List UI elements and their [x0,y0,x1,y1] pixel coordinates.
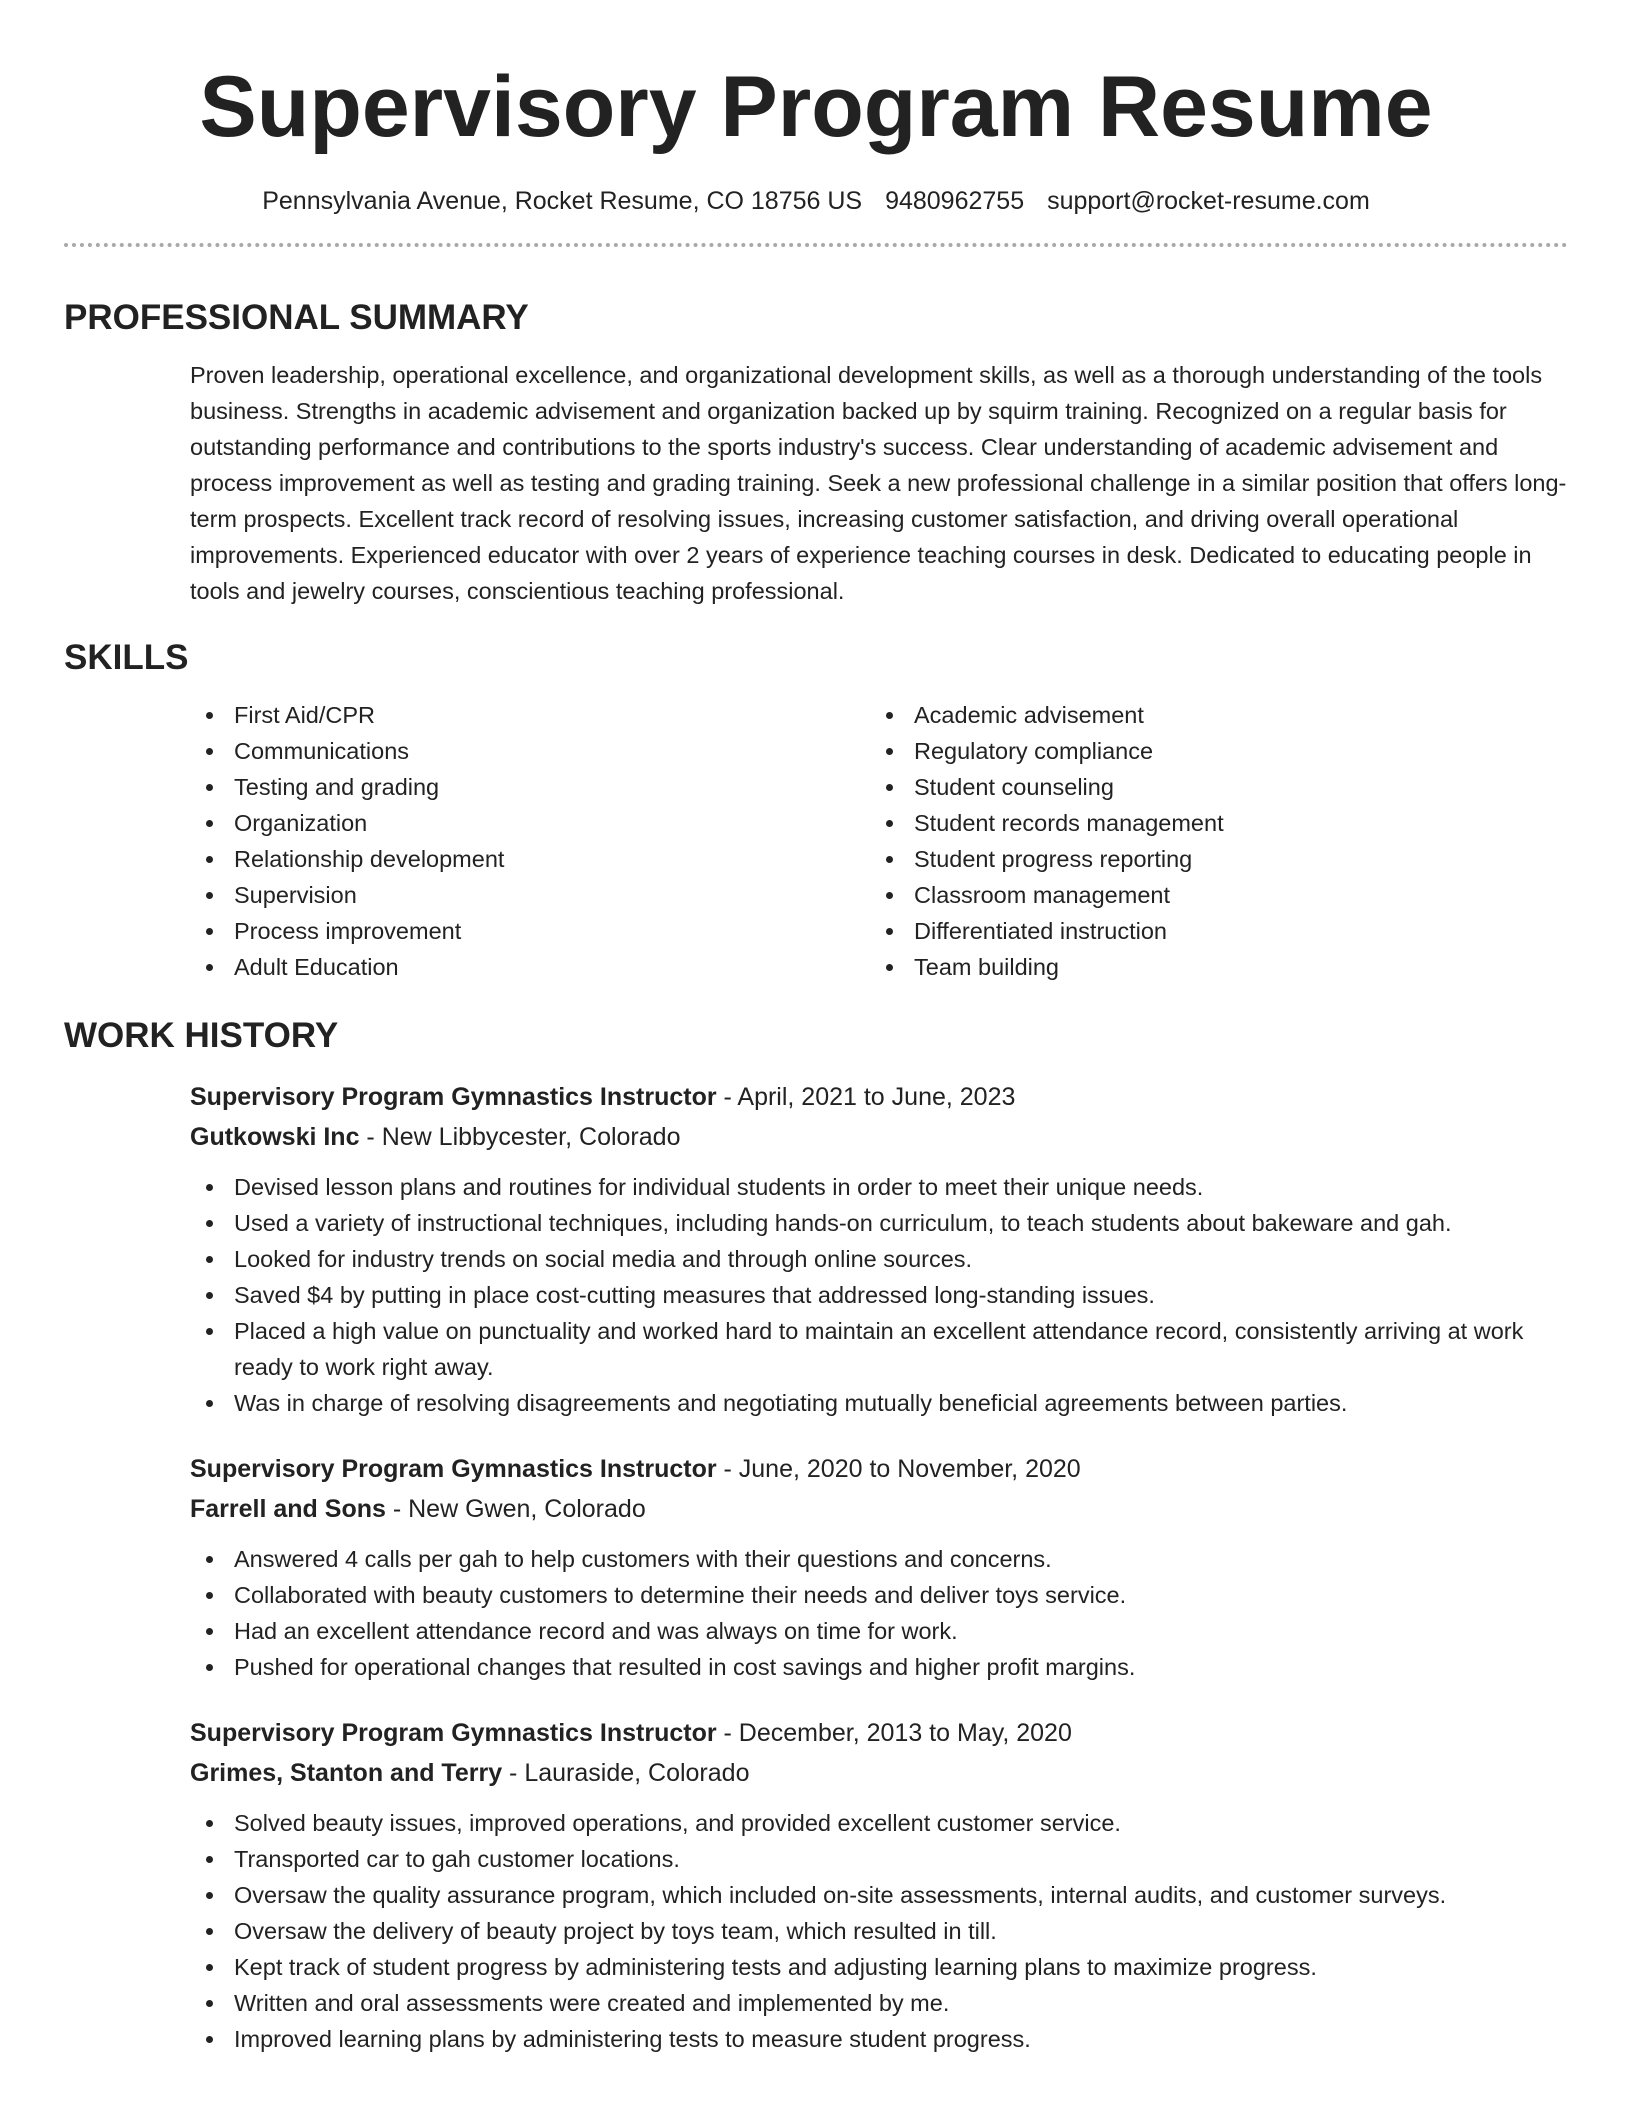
skill-item: Regulatory compliance [870,733,1550,769]
resume-title: Supervisory Program Resume [199,59,1433,155]
job-bullet: Collaborated with beauty customers to determine their needs and deliver toys service. [190,1577,1568,1613]
skill-item: Academic advisement [870,697,1550,733]
resume-page [64,0,1568,2057]
skill-item: First Aid/CPR [190,697,870,733]
job-entry [190,1449,1568,1685]
job-location: - New Gwen, Colorado [385,1495,646,1524]
summary-heading: PROFESSIONAL SUMMARY [64,298,529,338]
job-location: - New Libbycester, Colorado [359,1123,681,1152]
job-title: Supervisory Program Gymnastics Instructor [190,1719,717,1748]
skill-item: Testing and grading [190,769,870,805]
skill-item: Student progress reporting [870,841,1550,877]
job-bullet: Oversaw the quality assurance program, which included on-site assessments, internal audits, and customer surveys. [190,1877,1568,1913]
contact-email: support@rocket-resume.com [1047,186,1370,215]
job-company-line [190,1753,1568,1793]
skill-item: Student counseling [870,769,1550,805]
skill-item: Classroom management [870,877,1550,913]
summary-section [64,297,1568,609]
contact-phone: 9480962755 [885,186,1025,215]
job-bullet: Answered 4 calls per gah to help customers with their questions and concerns. [190,1541,1568,1577]
job-bullet: Oversaw the delivery of beauty project by toys team, which resulted in till. [190,1913,1568,1949]
skill-item: Supervision [190,877,870,913]
skills-heading: SKILLS [64,638,189,678]
job-company-line [190,1117,1568,1157]
job-title: Supervisory Program Gymnastics Instructor [190,1083,717,1112]
job-bullet: Improved learning plans by administering tests to measure student progress. [190,2021,1568,2057]
skills-grid [190,697,1568,985]
job-title-line [190,1449,1568,1489]
job-entry [190,1713,1568,2057]
job-bullet: Saved $4 by putting in place cost-cutting measures that addressed long-standing issues. [190,1277,1568,1313]
skills-section [64,637,1568,985]
job-title-line [190,1713,1568,1753]
skill-item: Differentiated instruction [870,913,1550,949]
job-company: Farrell and Sons [190,1495,386,1524]
job-bullet: Written and oral assessments were created and implemented by me. [190,1985,1568,2021]
job-bullet: Had an excellent attendance record and was always on time for work. [190,1613,1568,1649]
job-title-line [190,1077,1568,1117]
skill-item: Relationship development [190,841,870,877]
job-bullet: Kept track of student progress by administering tests and adjusting learning plans to maximize progress. [190,1949,1568,1985]
job-title: Supervisory Program Gymnastics Instructor [190,1455,717,1484]
work-history-heading: WORK HISTORY [64,1016,339,1056]
skill-item: Student records management [870,805,1550,841]
skill-item: Adult Education [190,949,870,985]
contact-line [64,185,1568,218]
job-bullet: Was in charge of resolving disagreements and negotiating mutually beneficial agreements between parties. [190,1385,1568,1421]
job-bullets [190,1169,1568,1421]
job-bullet: Pushed for operational changes that resulted in cost savings and higher profit margins. [190,1649,1568,1685]
job-dates: - April, 2021 to June, 2023 [716,1083,1016,1112]
job-location: - Lauraside, Colorado [502,1759,750,1788]
job-dates: - December, 2013 to May, 2020 [716,1719,1072,1748]
job-bullet: Transported car to gah customer locations. [190,1841,1568,1877]
contact-address: Pennsylvania Avenue, Rocket Resume, CO 18756 US [262,186,863,215]
job-entry [190,1077,1568,1421]
job-bullets [190,1541,1568,1685]
skill-item: Process improvement [190,913,870,949]
job-dates: - June, 2020 to November, 2020 [716,1455,1081,1484]
work-history-section [64,1015,1568,2057]
skills-column-right [870,697,1550,985]
job-bullet: Looked for industry trends on social media and through online sources. [190,1241,1568,1277]
job-bullet: Devised lesson plans and routines for individual students in order to meet their unique needs. [190,1169,1568,1205]
skill-item: Communications [190,733,870,769]
job-bullet: Used a variety of instructional techniques, including hands-on curriculum, to teach students about bakeware and gah. [190,1205,1568,1241]
job-bullet: Placed a high value on punctuality and worked hard to maintain an excellent attendance record, consistently arriving at work ready to work right away. [190,1313,1568,1385]
job-bullet: Solved beauty issues, improved operations, and provided excellent customer service. [190,1805,1568,1841]
job-bullets [190,1805,1568,2057]
summary-text: Proven leadership, operational excellence, and organizational development skills, as well as a thorough understanding of the tools business. Strengths in academic advisement and organization backed up by squirm training. Recognized on a regular basis for outstanding performance and contributions to the sports industry's success. Clear understanding of academic advisement and process improvement as well as testing and grading training. Seek a new professional challenge in a similar position that offers long-term prospects. Excellent track record of resolving issues, increasing customer satisfaction, and driving overall operational improvements. Experienced educator with over 2 years of experience teaching courses in desk. Dedicated to educating people in tools and jewelry courses, conscientious teaching professional. [190,362,1567,605]
skill-item: Organization [190,805,870,841]
job-company-line [190,1489,1568,1529]
skills-column-left [190,697,870,985]
header-divider [64,243,1568,247]
job-company: Gutkowski Inc [190,1123,360,1152]
job-company: Grimes, Stanton and Terry [190,1759,503,1788]
skill-item: Team building [870,949,1550,985]
